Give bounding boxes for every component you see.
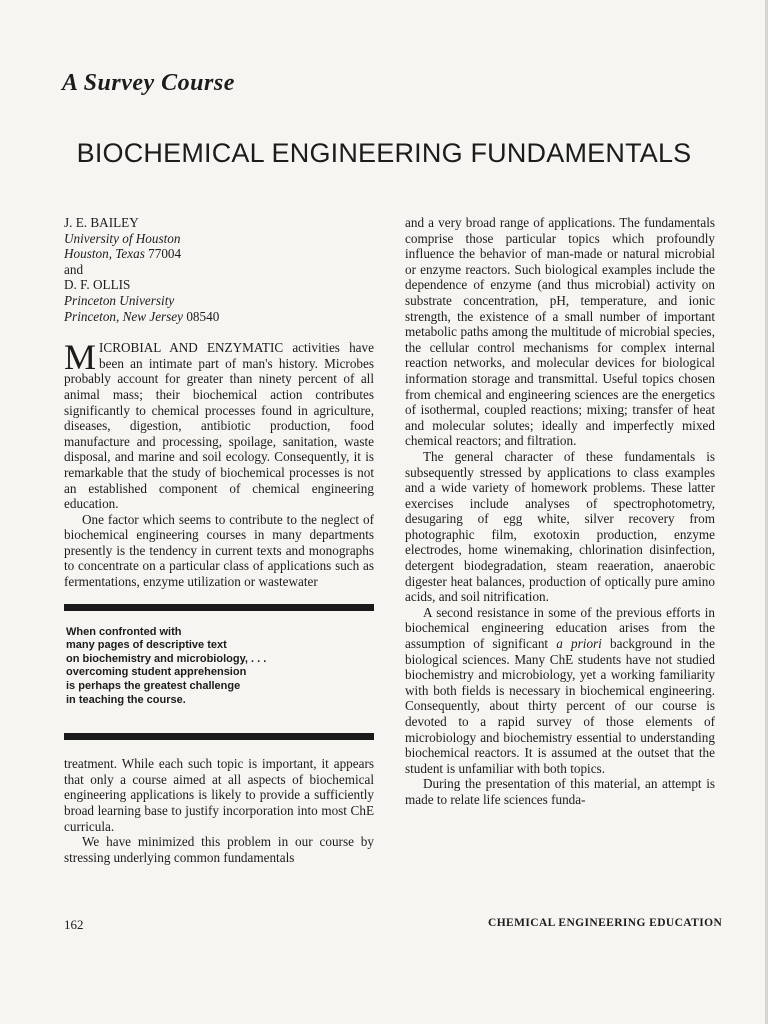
body-paragraph: The general character of these fundamentals is subsequently stressed by applications to class examples and a wide variety of homework problems. These latter exercises include analyses of spectrophotometry, desugaring of egg white, silver recovery from photographic film, exotoxin production, enzyme electrodes, home winemaking, chlorination disinfection, detergent biodegradation, steam reaeration, anaerobic digester heat balances, production of optically pure amino acids, and soil nitrification.: [405, 448, 715, 605]
body-paragraph: A second resistance in some of the previous efforts in biochemical engineering education arises from the assumption of significant a priori background in the biological sciences. Many ChE students have not studied biochemistry and microbiology, yet a working familiarity with both fields is necessary in biochemical engineering. Consequently, about thirty percent of our course is devoted to a rapid survey of those elements of microbiology and biochemistry essential to understanding biochemical reactors. It is assumed at the outset that the student is unfamiliar with both topics.: [405, 604, 716, 776]
pull-quote: When confronted with many pages of descriptive text on biochemistry and microbiology, . . . overcoming student apprehension is perhaps the greatest challenge in teaching the course.: [66, 625, 267, 706]
author-name: D. F. OLLIS: [64, 277, 131, 293]
author-affiliation: Princeton University: [64, 292, 175, 308]
body-paragraph: and a very broad range of applications. The fundamentals comprise those particular topics which profoundly influence the behavior of man-made or natural microbial or enzyme reactors. Such biological examples include the dependence of enzyme (and thus microbial) activity on substrate concentration, pH, temperature, and ionic strength, the existence of a small number of important metabolic paths among the multitude of microbial species, the cellular control mechanisms for complex internal reaction networks, and molecular devices for biological information storage and transmittal. Useful topics chosen from chemical and engineering sciences are the energetics of isothermal, coupled reactions; mixing; transfer of heat and molecular solutes; ideally and imperfectly mixed chemical reactors; and filtration.: [405, 215, 715, 449]
body-paragraph: One factor which seems to contribute to the neglect of biochemical engineering courses in many departments presently is the tendency in current texts and monographs to concentrate on a particular class of applications such as fermentations, enzyme utilization or wastewater: [64, 511, 374, 590]
author-location: Houston, Texas 77004: [64, 246, 182, 262]
left-column: [64, 215, 374, 865]
article-title: BIOCHEMICAL ENGINEERING FUNDAMENTALS: [76, 138, 692, 168]
pullquote-rule-top: [64, 604, 374, 611]
body-paragraph: During the presentation of this material, an attempt is made to relate life sciences funda-: [405, 776, 715, 807]
author-conjunction: and: [64, 261, 84, 277]
author-name: J. E. BAILEY: [64, 215, 139, 230]
author-block: [64, 215, 374, 324]
author-affiliation: University of Houston: [64, 230, 181, 246]
author-location: Princeton, New Jersey 08540: [64, 308, 220, 324]
body-paragraph: MICROBIAL AND ENZYMATIC activities have been an intimate part of man's history. Microbes probably account for greater than ninety percent of all animal mass; their biochemical action contributes significantly to chemical processes found in agriculture, diseases, digestion, antibiotic production, food manufacture and processing, spoilage, sanitation, waste disposal, and marine and soil ecology. Consequently, it is remarkable that the study of biochemical processes is not an established component of chemical engineering education.: [64, 337, 374, 512]
pullquote-rule-bottom: [64, 733, 374, 740]
body-paragraph: We have minimized this problem in our course by stressing underlying common fundamentals: [64, 834, 374, 865]
drop-cap: M: [64, 337, 97, 378]
series-heading: A Survey Course: [62, 70, 235, 96]
body-paragraph: treatment. While each such topic is important, it appears that only a course aimed at all aspects of biochemical engineering applications is likely to provide a sufficiently broad learning base to justify incorporation into most ChE curricula.: [64, 756, 374, 834]
right-column: [405, 215, 715, 808]
page-number: 162: [64, 917, 84, 932]
journal-name: CHEMICAL ENGINEERING EDUCATION: [488, 917, 723, 929]
